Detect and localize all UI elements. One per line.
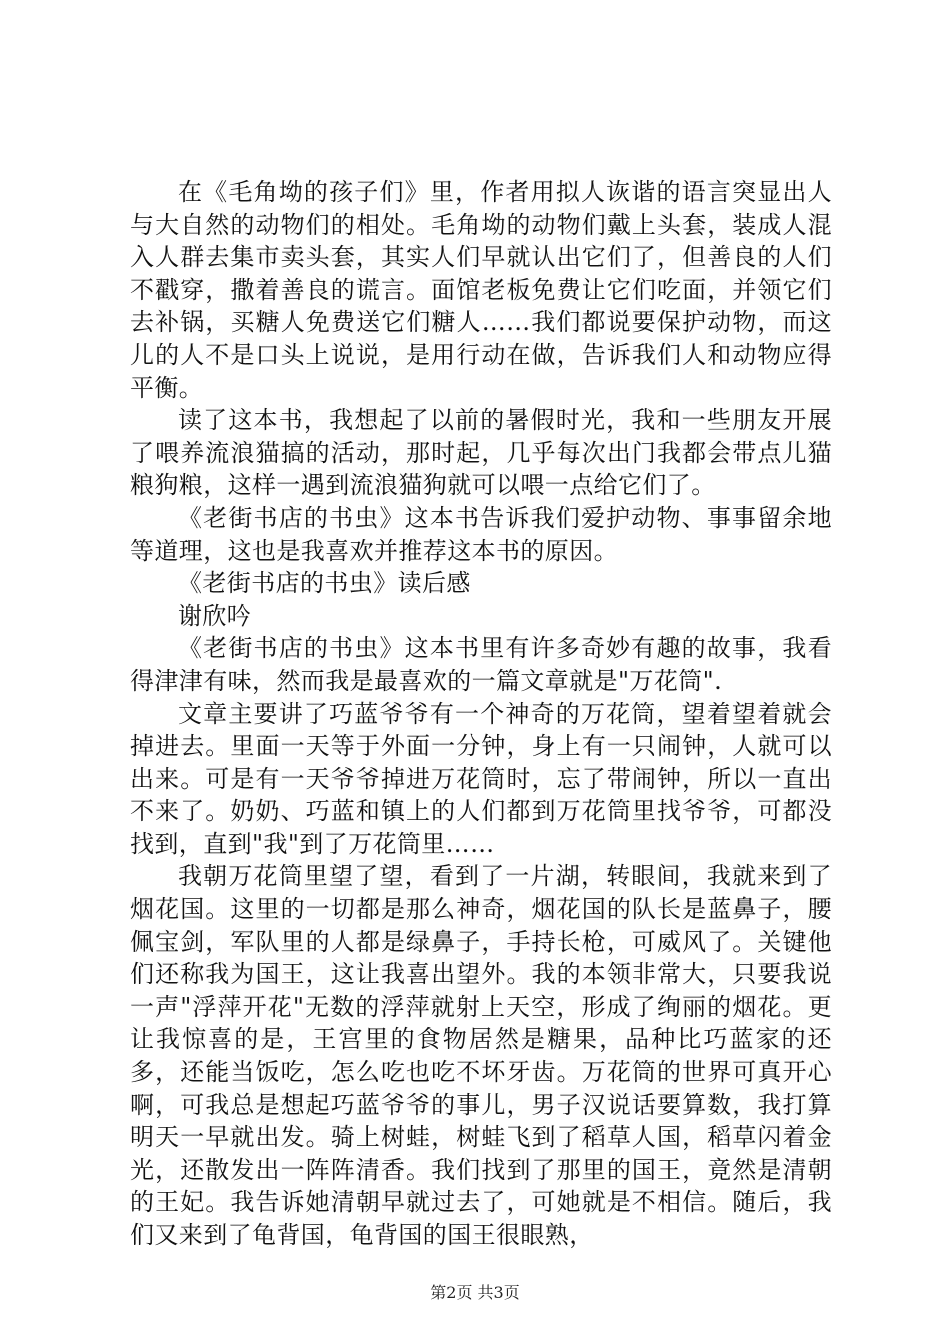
paragraph-summer-memory: 读了这本书，我想起了以前的暑假时光，我和一些朋友开展了喂养流浪猫搞的活动，那时起，几乎每次出门我都会带点儿猫粮狗粮，这样一遇到流浪猫狗就可以喂一点给它们了。 (130, 406, 832, 500)
paragraph-kaleidoscope-world: 我朝万花筒里望了望，看到了一片湖，转眼间，我就来到了烟花国。这里的一切都是那么神奇，烟花国的队长是蓝鼻子，腰佩宝剑，军队里的人都是绿鼻子，手持长枪，可威风了。关键他们还称我为国王，这让我喜出望外。我的本领非常大，只要我说一声"浮萍开花"无数的浮萍就射上天空，形成了绚丽的烟花。更让我惊喜的是，王宫里的食物居然是糖果，品种比巧蓝家的还多，还能当饭吃，怎么吃也吃不坏牙齿。万花筒的世界可真开心啊，可我总是想起巧蓝爷爷的事儿，男子汉说话要算数，我打算明天一早就出发。骑上树蛙，树蛙飞到了稻草人国，稻草闪着金光，还散发出一阵阵清香。我们找到了那里的国王，竟然是清朝的王妃。我告诉她清朝早就过去了，可她就是不相信。随后，我们又来到了龟背国，龟背国的国王很眼熟， (130, 862, 832, 1249)
paragraph-story-summary: 文章主要讲了巧蓝爷爷有一个神奇的万花筒，望着望着就会掉进去。里面一天等于外面一分钟，身上有一只闹钟，人就可以出来。可是有一天爷爷掉进万花筒时，忘了带闹钟，所以一直出不来了。奶奶、巧蓝和镇上的人们都到万花筒里找爷爷，可都没找到，直到"我"到了万花筒里…… (130, 699, 832, 858)
paragraph-favorite-story: 《老街书店的书虫》这本书里有许多奇妙有趣的故事，我看得津津有味，然而我是最喜欢的一篇文章就是"万花筒". (130, 634, 832, 695)
paragraph-book-lesson: 《老街书店的书虫》这本书告诉我们爱护动物、事事留余地等道理，这也是我喜欢并推荐这本书的原因。 (130, 503, 832, 565)
essay-title: 《老街书店的书虫》读后感 (178, 569, 471, 598)
essay-author: 谢欣吟 (178, 601, 252, 630)
page-footer (0, 1280, 950, 1303)
page-number: 第2页 (430, 1283, 473, 1302)
paragraph-review-intro: 在《毛角坳的孩子们》里，作者用拟人诙谐的语言突显出人与大自然的动物们的相处。毛角坳的动物们戴上头套，装成人混入人群去集市卖头套，其实人们早就认出它们了，但善良的人们不戳穿，撒着善良的谎言。面馆老板免费让它们吃面，并领它们去补锅，买糖人免费送它们糖人……我们都说要保护动物，而这儿的人不是口头上说说，是用行动在做，告诉我们人和动物应得平衡。 (130, 178, 832, 402)
page-total: 共3页 (477, 1283, 520, 1302)
body-text (130, 176, 832, 1252)
